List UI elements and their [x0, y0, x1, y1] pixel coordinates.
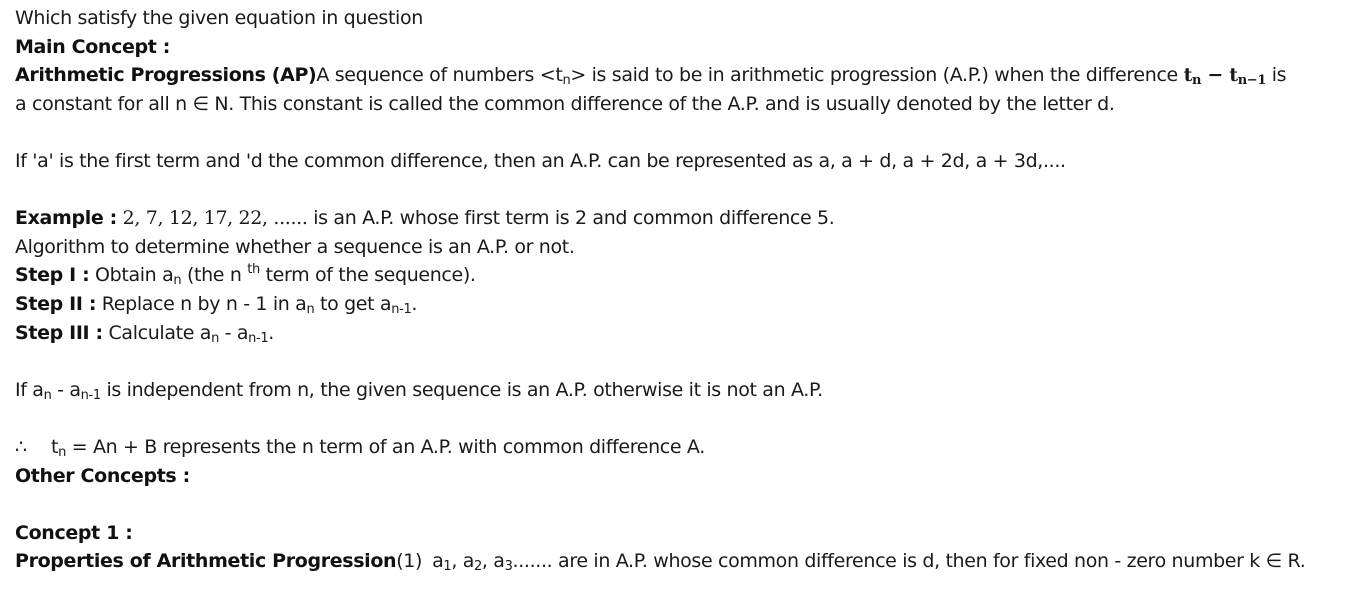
independence-b: - a	[51, 378, 81, 401]
step-2-text-b: to get a	[314, 292, 392, 315]
spacer	[15, 404, 1360, 433]
example-sequence: 2, 7, 12, 17, 22, ......	[116, 207, 308, 230]
step-3-text-b: - a	[218, 321, 249, 344]
main-concept-heading	[15, 33, 1360, 62]
independence-a: If a	[15, 378, 44, 401]
example-label: Example :	[15, 207, 117, 230]
independence-line	[15, 376, 1360, 405]
concept-1-label: Concept 1 :	[15, 521, 133, 544]
other-concepts-heading	[15, 462, 1360, 491]
step-1-text-a: Obtain a	[89, 264, 174, 287]
ap-def-part3: is	[1266, 64, 1287, 87]
step-3-sub-a: n	[211, 330, 219, 346]
concept-1-sub2: 2	[474, 559, 482, 575]
step-3-sub-b: n-1	[248, 330, 269, 346]
step-1-text-c: term of the sequence).	[259, 264, 476, 287]
concept-1-heading	[15, 519, 1360, 548]
therefore-sub-t: n	[58, 444, 66, 460]
intro-text	[15, 4, 1360, 33]
concept-1-sep2: , a	[481, 550, 505, 573]
step-3-text-a: Calculate a	[102, 321, 212, 344]
concept-1-line	[15, 547, 1360, 576]
independence-sub-a: n	[43, 387, 52, 403]
independence-c: is independent from n, the given sequence is an A.P. otherwise it is not an A.P.	[100, 378, 823, 401]
therefore-t: t	[51, 435, 59, 458]
concept-1-number: (1)	[396, 550, 423, 573]
step-1-text-b: (the n	[181, 264, 248, 287]
ap-def-tn-sub: n	[562, 73, 571, 89]
concept-1-title: Properties of Arithmetic Progression	[15, 550, 397, 573]
step-2-text-c: .	[411, 292, 418, 315]
algorithm-text: Algorithm to determine whether a sequence is an A.P. or not.	[15, 235, 575, 258]
ap-def-line2: a constant for all n ∈ N. This constant is called the common difference of the A.P. and is usually denoted by the letter d.	[15, 92, 1115, 115]
other-concepts-label: Other Concepts :	[15, 464, 190, 487]
representation-line	[15, 147, 1360, 176]
math-t2: t	[1229, 64, 1238, 87]
concept-1-sub3: 3	[504, 559, 513, 575]
step-2-text-a: Replace n by n - 1 in a	[96, 292, 307, 315]
math-t-sub-n-minus-1: n−1	[1237, 73, 1267, 89]
ap-title: Arithmetic Progressions (AP)	[15, 64, 317, 87]
ap-definition-line-1	[15, 61, 1360, 90]
step-1-sub-a: n	[173, 273, 182, 289]
math-t: t	[1183, 64, 1193, 87]
step-3-label: Step III :	[15, 321, 103, 344]
main-concept-label: Main Concept :	[15, 35, 171, 58]
concept-1-sep1: , a	[451, 550, 474, 573]
intro-line: Which satisfy the given equation in question	[15, 7, 423, 29]
spacer	[15, 347, 1360, 376]
ap-math-difference	[1183, 64, 1267, 89]
spacer	[15, 176, 1360, 205]
therefore-line	[15, 433, 1360, 462]
ap-definition-line-2	[15, 90, 1360, 119]
independence-sub-b: n-1	[80, 387, 101, 403]
step-1-sup-b: th	[247, 262, 260, 278]
example-line	[15, 204, 1360, 233]
step-3-text-c: .	[268, 321, 274, 344]
spacer	[15, 490, 1360, 519]
ap-def-part2: > is said to be in arithmetic progression (A.P.) when the difference	[570, 64, 1184, 87]
representation-text: If 'a' is the first term and 'd the common difference, then an A.P. can be represented as a, a + d, a + 2d, a + 3d,....	[15, 149, 1066, 172]
step-2-label: Step II :	[15, 292, 97, 315]
step-2-sub-b: n-1	[391, 301, 412, 317]
concept-1-sub1: 1	[443, 559, 452, 575]
math-minus: −	[1201, 64, 1230, 87]
concept-1-rest: ....... are in A.P. whose common difference is d, then for fixed non - zero number k ∈ R.	[512, 550, 1306, 573]
step-1	[15, 261, 1360, 290]
step-2-sub-a: n	[306, 301, 315, 317]
math-t-sub-n: n	[1192, 73, 1202, 89]
example-text: is an A.P. whose first term is 2 and common difference 5.	[307, 207, 835, 230]
step-3	[15, 319, 1360, 348]
therefore-symbol: ∴	[15, 435, 27, 458]
step-2	[15, 290, 1360, 319]
algorithm-heading	[15, 233, 1360, 262]
therefore-text: = An + B represents the n term of an A.P. with common difference A.	[66, 435, 705, 458]
ap-def-part1: A sequence of numbers <t	[316, 64, 563, 87]
concept-1-a1: a	[432, 550, 444, 573]
spacer	[15, 118, 1360, 147]
step-1-label: Step I :	[15, 264, 90, 287]
